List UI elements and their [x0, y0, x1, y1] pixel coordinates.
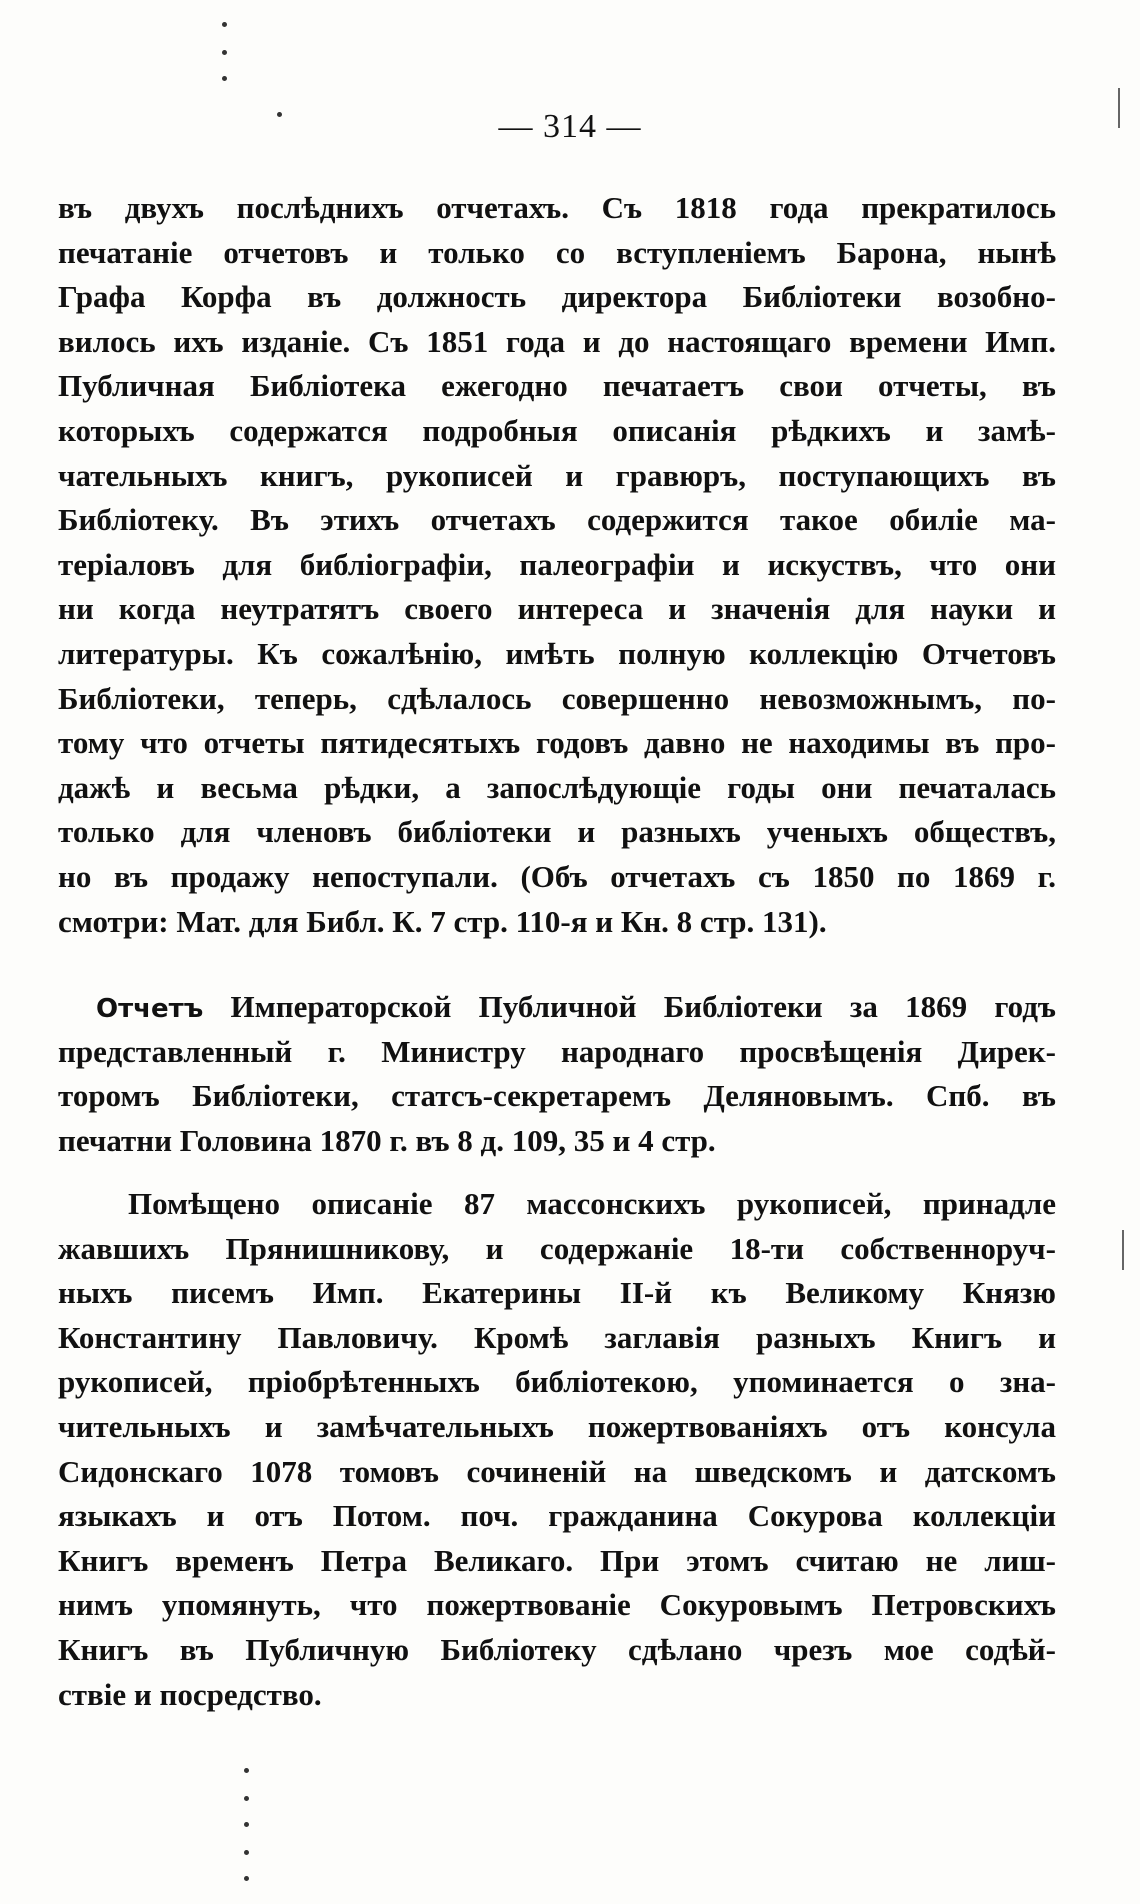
text-line: Библіотеку. Въ этихъ отчетахъ содержится такое обиліе ма- — [58, 502, 1056, 538]
text-line: чительныхъ и замѣчательныхъ пожертвованіяхъ отъ консула — [58, 1408, 1056, 1444]
paragraph-entry-description — [58, 1182, 1056, 1717]
paragraph-reports-history — [58, 186, 1056, 944]
scan-speck — [244, 1796, 249, 1801]
text-line: литературы. Къ сожалѣнію, имѣть полную коллекцію Отчетовъ — [58, 635, 1056, 671]
text-line: смотри: Мат. для Библ. К. 7 стр. 110-я и Кн. 8 стр. 131). — [58, 903, 827, 939]
text-line: печатни Головина 1870 г. въ 8 д. 109, 35 и 4 стр. — [58, 1122, 716, 1158]
text-line: представленный г. Министру народнаго просвѣщенія Дирек- — [58, 1033, 1056, 1069]
text-line: рукописей, пріобрѣтенныхъ библіотекою, упоминается о зна- — [58, 1364, 1056, 1400]
scan-speck — [222, 50, 227, 55]
text-line: ни когда неутратятъ своего интереса и значенія для науки и — [58, 591, 1056, 627]
scan-edge-mark — [1122, 1230, 1124, 1270]
text-line: дажѣ и весьма рѣдки, а запослѣдующіе годы они печаталась — [58, 769, 1056, 805]
scan-speck — [222, 22, 227, 27]
text-line: нимъ упомянуть, что пожертвованіе Сокуровымъ Петровскихъ — [58, 1587, 1056, 1623]
text-line — [58, 985, 1056, 1030]
text-line: Сидонскаго 1078 томовъ сочиненій на шведскомъ и датскомъ — [58, 1453, 1056, 1489]
scan-speck — [244, 1822, 249, 1827]
text-line: языкахъ и отъ Потом. поч. гражданина Сокурова коллекціи — [58, 1498, 1056, 1534]
scan-speck — [244, 1876, 249, 1881]
text-line: Книгъ временъ Петра Великаго. При этомъ считаю не лиш- — [58, 1542, 1056, 1578]
text-line: жавшихъ Прянишникову, и содержаніе 18-ти собственноруч- — [58, 1230, 1056, 1266]
entry-title-start: Императорской Публичной Библіотеки за 1869 годъ — [230, 989, 1056, 1024]
text-line: ствіе и посредство. — [58, 1676, 322, 1712]
entry-lead-word: Отчетъ — [96, 994, 204, 1024]
text-line: Библіотеки, теперь, сдѣлалось совершенно невозможнымъ, по- — [58, 680, 1056, 716]
text-line: ныхъ писемъ Имп. Екатерины II-й къ Великому Князю — [58, 1275, 1056, 1311]
text-line: торомъ Библіотеки, статсъ-секретаремъ Деляновымъ. Спб. въ — [58, 1078, 1056, 1114]
scan-speck — [222, 76, 227, 81]
page-number: — 314 — — [498, 108, 642, 145]
text-line: теріаловъ для библіографіи, палеографіи и искуствъ, что они — [58, 546, 1056, 582]
text-line: печатаніе отчетовъ и только со вступленіемъ Барона, нынѣ — [58, 234, 1056, 270]
scan-speck — [244, 1768, 249, 1773]
text-line: вилось ихъ изданіе. Съ 1851 года и до настоящаго времени Имп. — [58, 323, 1056, 359]
text-line: Графа Корфа въ должность директора Библіотеки возобно- — [58, 279, 1056, 315]
text-line: тому что отчеты пятидесятыхъ годовъ давно не находимы въ про- — [58, 725, 1056, 761]
text-line: Помѣщено описаніе 87 массонскихъ рукописей, принадле — [128, 1186, 1056, 1221]
text-line: Константину Павловичу. Кромѣ заглавія разныхъ Книгъ и — [58, 1319, 1056, 1355]
text-line: въ двухъ послѣднихъ отчетахъ. Съ 1818 года прекратилось — [58, 190, 1056, 225]
text-line: Книгъ въ Публичную Библіотеку сдѣлано чрезъ мое содѣй- — [58, 1631, 1056, 1667]
text-line: чательныхъ книгъ, рукописей и гравюръ, поступающихъ въ — [58, 457, 1056, 493]
bibliographic-entry — [58, 985, 1056, 1163]
scan-speck — [244, 1850, 249, 1855]
text-line: Публичная Библіотека ежегодно печатаетъ свои отчеты, въ — [58, 368, 1056, 404]
text-line: которыхъ содержатся подробныя описанія рѣдкихъ и замѣ- — [58, 412, 1056, 448]
text-line: только для членовъ библіотеки и разныхъ ученыхъ обществъ, — [58, 814, 1056, 850]
text-line: но въ продажу непоступали. (Объ отчетахъ съ 1850 по 1869 г. — [58, 858, 1056, 894]
